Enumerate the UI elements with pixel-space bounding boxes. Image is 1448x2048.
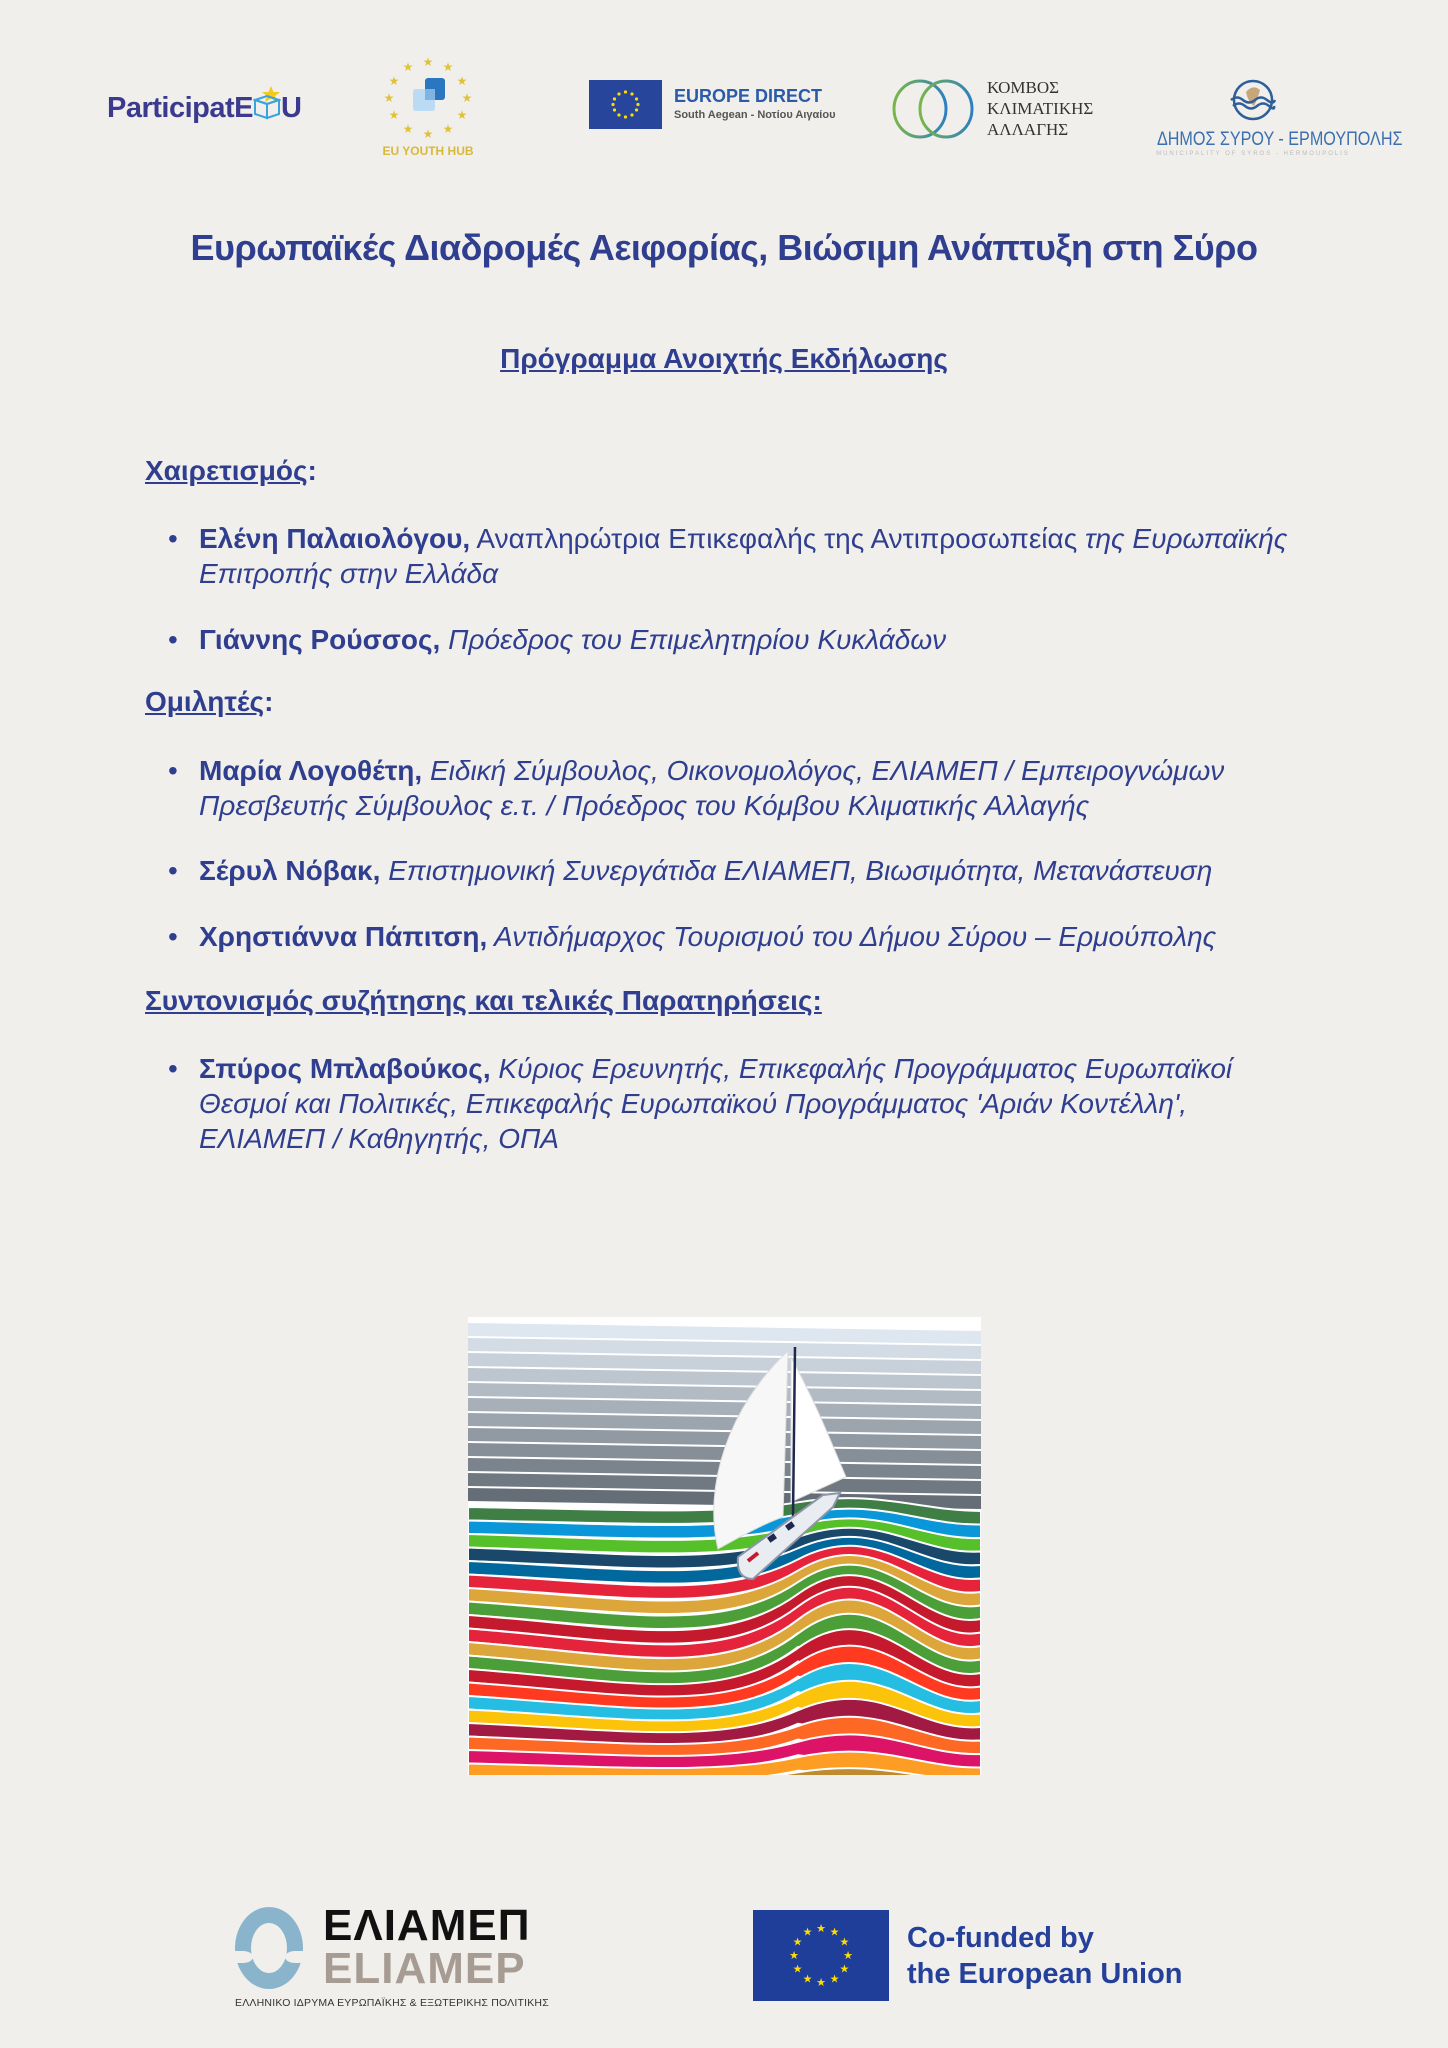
eu-star-icon: ★: [839, 1935, 850, 1949]
kombos-klimatikis-allagis-logo: [891, 77, 1093, 140]
participateeu-logo: [107, 92, 301, 125]
event-title: Ευρωπαϊκές Διαδρομές Αειφορίας, Βιώσιμη Ανάπτυξη στη Σύρο: [190, 227, 1258, 268]
section-heading-speakers: Ομιλητές:: [145, 686, 274, 717]
eliamep-latin: ELIAMEP: [323, 1944, 526, 1993]
eu-flag-icon: [589, 80, 662, 129]
bullet-icon: •: [168, 855, 178, 886]
speaker-role: Επιστημονική Συνεργάτιδα ΕΛΙΑΜΕΠ, Βιωσιμότητα, Μετανάστευση: [380, 855, 1213, 886]
dimos-syrou-ermoupolis-logo: [1140, 78, 1403, 157]
eu-star-icon: ★: [792, 1962, 803, 1976]
kombos-line-1: ΚΟΜΒΟΣ: [987, 78, 1060, 97]
svg-text:★: ★: [461, 91, 473, 105]
svg-text:★: ★: [402, 122, 414, 136]
europe-direct-logo: [589, 80, 835, 129]
sailboat-illustration-icon: [468, 1317, 981, 1775]
eliamep-greek: ΕΛΙΑΜΕΠ: [323, 1901, 531, 1950]
eu-cofunded-line-1: Co-funded by: [907, 1921, 1094, 1954]
eliamep-logo: [235, 1901, 549, 2009]
speaker-role: Αντιδήμαρχος Τουρισμού του Δήμου Σύρου – Ερμούπολης: [487, 921, 1217, 952]
participate-logo-text: ParticipatE: [107, 92, 253, 124]
section-heading-moderation: Συντονισμός συζήτησης και τελικές Παρατηρήσεις:: [145, 985, 822, 1016]
eu-star-icon: ★: [789, 1949, 799, 1962]
municipality-emblem-icon: [1228, 78, 1278, 122]
section-heading-greetings: Χαιρετισμός:: [145, 455, 317, 486]
bullet-icon: •: [168, 523, 178, 554]
speaker-name: Χρηστιάννα Πάπιτση,: [199, 921, 488, 952]
speaker-role: Κύριος Ερευνητής, Επικεφαλής Προγράμματος Ευρωπαϊκοί Θεσμοί και Πολιτικές, Επικεφαλής Ευρωπαϊκού Προγράμματος 'Αριάν Κοντέλλη', ΕΛΙΑΜΕΠ / Καθηγητής, ΟΠΑ: [199, 1053, 1233, 1154]
svg-text:★: ★: [383, 91, 395, 105]
speaker-name: Μαρία Λογοθέτη,: [199, 755, 423, 786]
eu-star-icon: ★: [829, 1925, 840, 1939]
speaker-name: Σέρυλ Νόβακ,: [199, 855, 381, 886]
svg-text:★: ★: [442, 122, 454, 136]
eu-star-icon: ★: [839, 1962, 850, 1976]
youth-hub-label: EU YOUTH HUB: [382, 144, 474, 158]
svg-text:★: ★: [388, 108, 400, 122]
participate-logo-u: U: [281, 92, 302, 124]
list-item: [168, 622, 1318, 657]
svg-text:★: ★: [456, 74, 468, 88]
europe-direct-subtitle: South Aegean - Νοτίου Αιγαίου: [674, 108, 836, 121]
speaker-name: Γιάννης Ρούσσος,: [199, 624, 441, 655]
eu-star-icon: ★: [816, 1976, 826, 1989]
kombos-line-3: ΑΛΛΑΓΗΣ: [987, 120, 1069, 139]
list-item: [168, 853, 1318, 888]
eu-flag-icon: [753, 1910, 889, 2001]
eu-star-icon: ★: [829, 1972, 840, 1986]
sailboat-sdg-waves-illustration: [468, 1317, 981, 1775]
eu-star-icon: ★: [816, 1922, 826, 1935]
speaker-name: Ελένη Παλαιολόγου,: [199, 523, 471, 554]
list-item: [168, 919, 1318, 954]
dimos-name: ΔΗΜΟΣ ΣΥΡΟΥ - ΕΡΜΟΥΠΟΛΗΣ: [1156, 129, 1403, 150]
eliamep-ring-icon: [235, 1907, 303, 1989]
svg-text:★: ★: [422, 127, 434, 141]
speaker-role: Ειδική Σύμβουλος, Οικονομολόγος, ΕΛΙΑΜΕΠ / Εμπειρογνώμων Πρεσβευτής Σύμβουλος ε.τ. / Πρόεδρος του Κόμβου Κλιματικής Αλλαγής: [199, 755, 1225, 821]
dimos-subname: MUNICIPALITY OF SYROS - HERMOUPOLIS: [1156, 151, 1350, 157]
speaker-role-italic: της Ευρωπαϊκής Επιτροπής στην Ελλάδα: [199, 523, 1288, 589]
bullet-icon: •: [168, 921, 178, 952]
bullet-icon: •: [168, 1053, 178, 1084]
speaker-role: Πρόεδρος του Επιμελητηρίου Κυκλάδων: [440, 624, 947, 655]
speaker-name: Σπύρος Μπλαβούκος,: [199, 1053, 491, 1084]
program-subtitle: Πρόγραμμα Ανοιχτής Εκδήλωσης: [500, 343, 948, 374]
eu-cofunded-line-2: the European Union: [907, 1957, 1183, 1990]
eu-star-icon: ★: [802, 1925, 813, 1939]
kombos-rings-icon: [891, 78, 975, 140]
list-item: [168, 521, 1318, 591]
eu-star-icon: ★: [792, 1935, 803, 1949]
list-item: [168, 753, 1318, 823]
eliamep-tagline: ΕΛΛΗΝΙΚΟ ΙΔΡΥΜΑ ΕΥΡΩΠΑΪΚΗΣ & ΕΞΩΤΕΡΙΚΗΣ ΠΟΛΙΤΙΚΗΣ: [235, 1997, 549, 2009]
svg-text:★: ★: [422, 55, 434, 69]
youth-hub-emblem-icon: [378, 54, 478, 142]
svg-text:★: ★: [442, 60, 454, 74]
eu-cofunded-logo: [753, 1910, 1183, 2001]
europe-direct-title: EUROPE DIRECT: [674, 85, 823, 106]
bullet-icon: •: [168, 755, 178, 786]
eu-star-icon: ★: [802, 1972, 813, 1986]
eu-star-icon: ★: [843, 1949, 853, 1962]
eu-youth-hub-logo: [378, 54, 478, 158]
bullet-icon: •: [168, 624, 178, 655]
speaker-role: Αναπληρώτρια Επικεφαλής της Αντιπροσωπείας: [470, 523, 1078, 554]
kombos-line-2: ΚΛΙΜΑΤΙΚΗΣ: [987, 99, 1094, 118]
svg-text:★: ★: [402, 60, 414, 74]
svg-text:★: ★: [456, 108, 468, 122]
svg-text:★: ★: [388, 74, 400, 88]
list-item: [168, 1051, 1318, 1156]
ballot-box-icon: [254, 96, 280, 122]
